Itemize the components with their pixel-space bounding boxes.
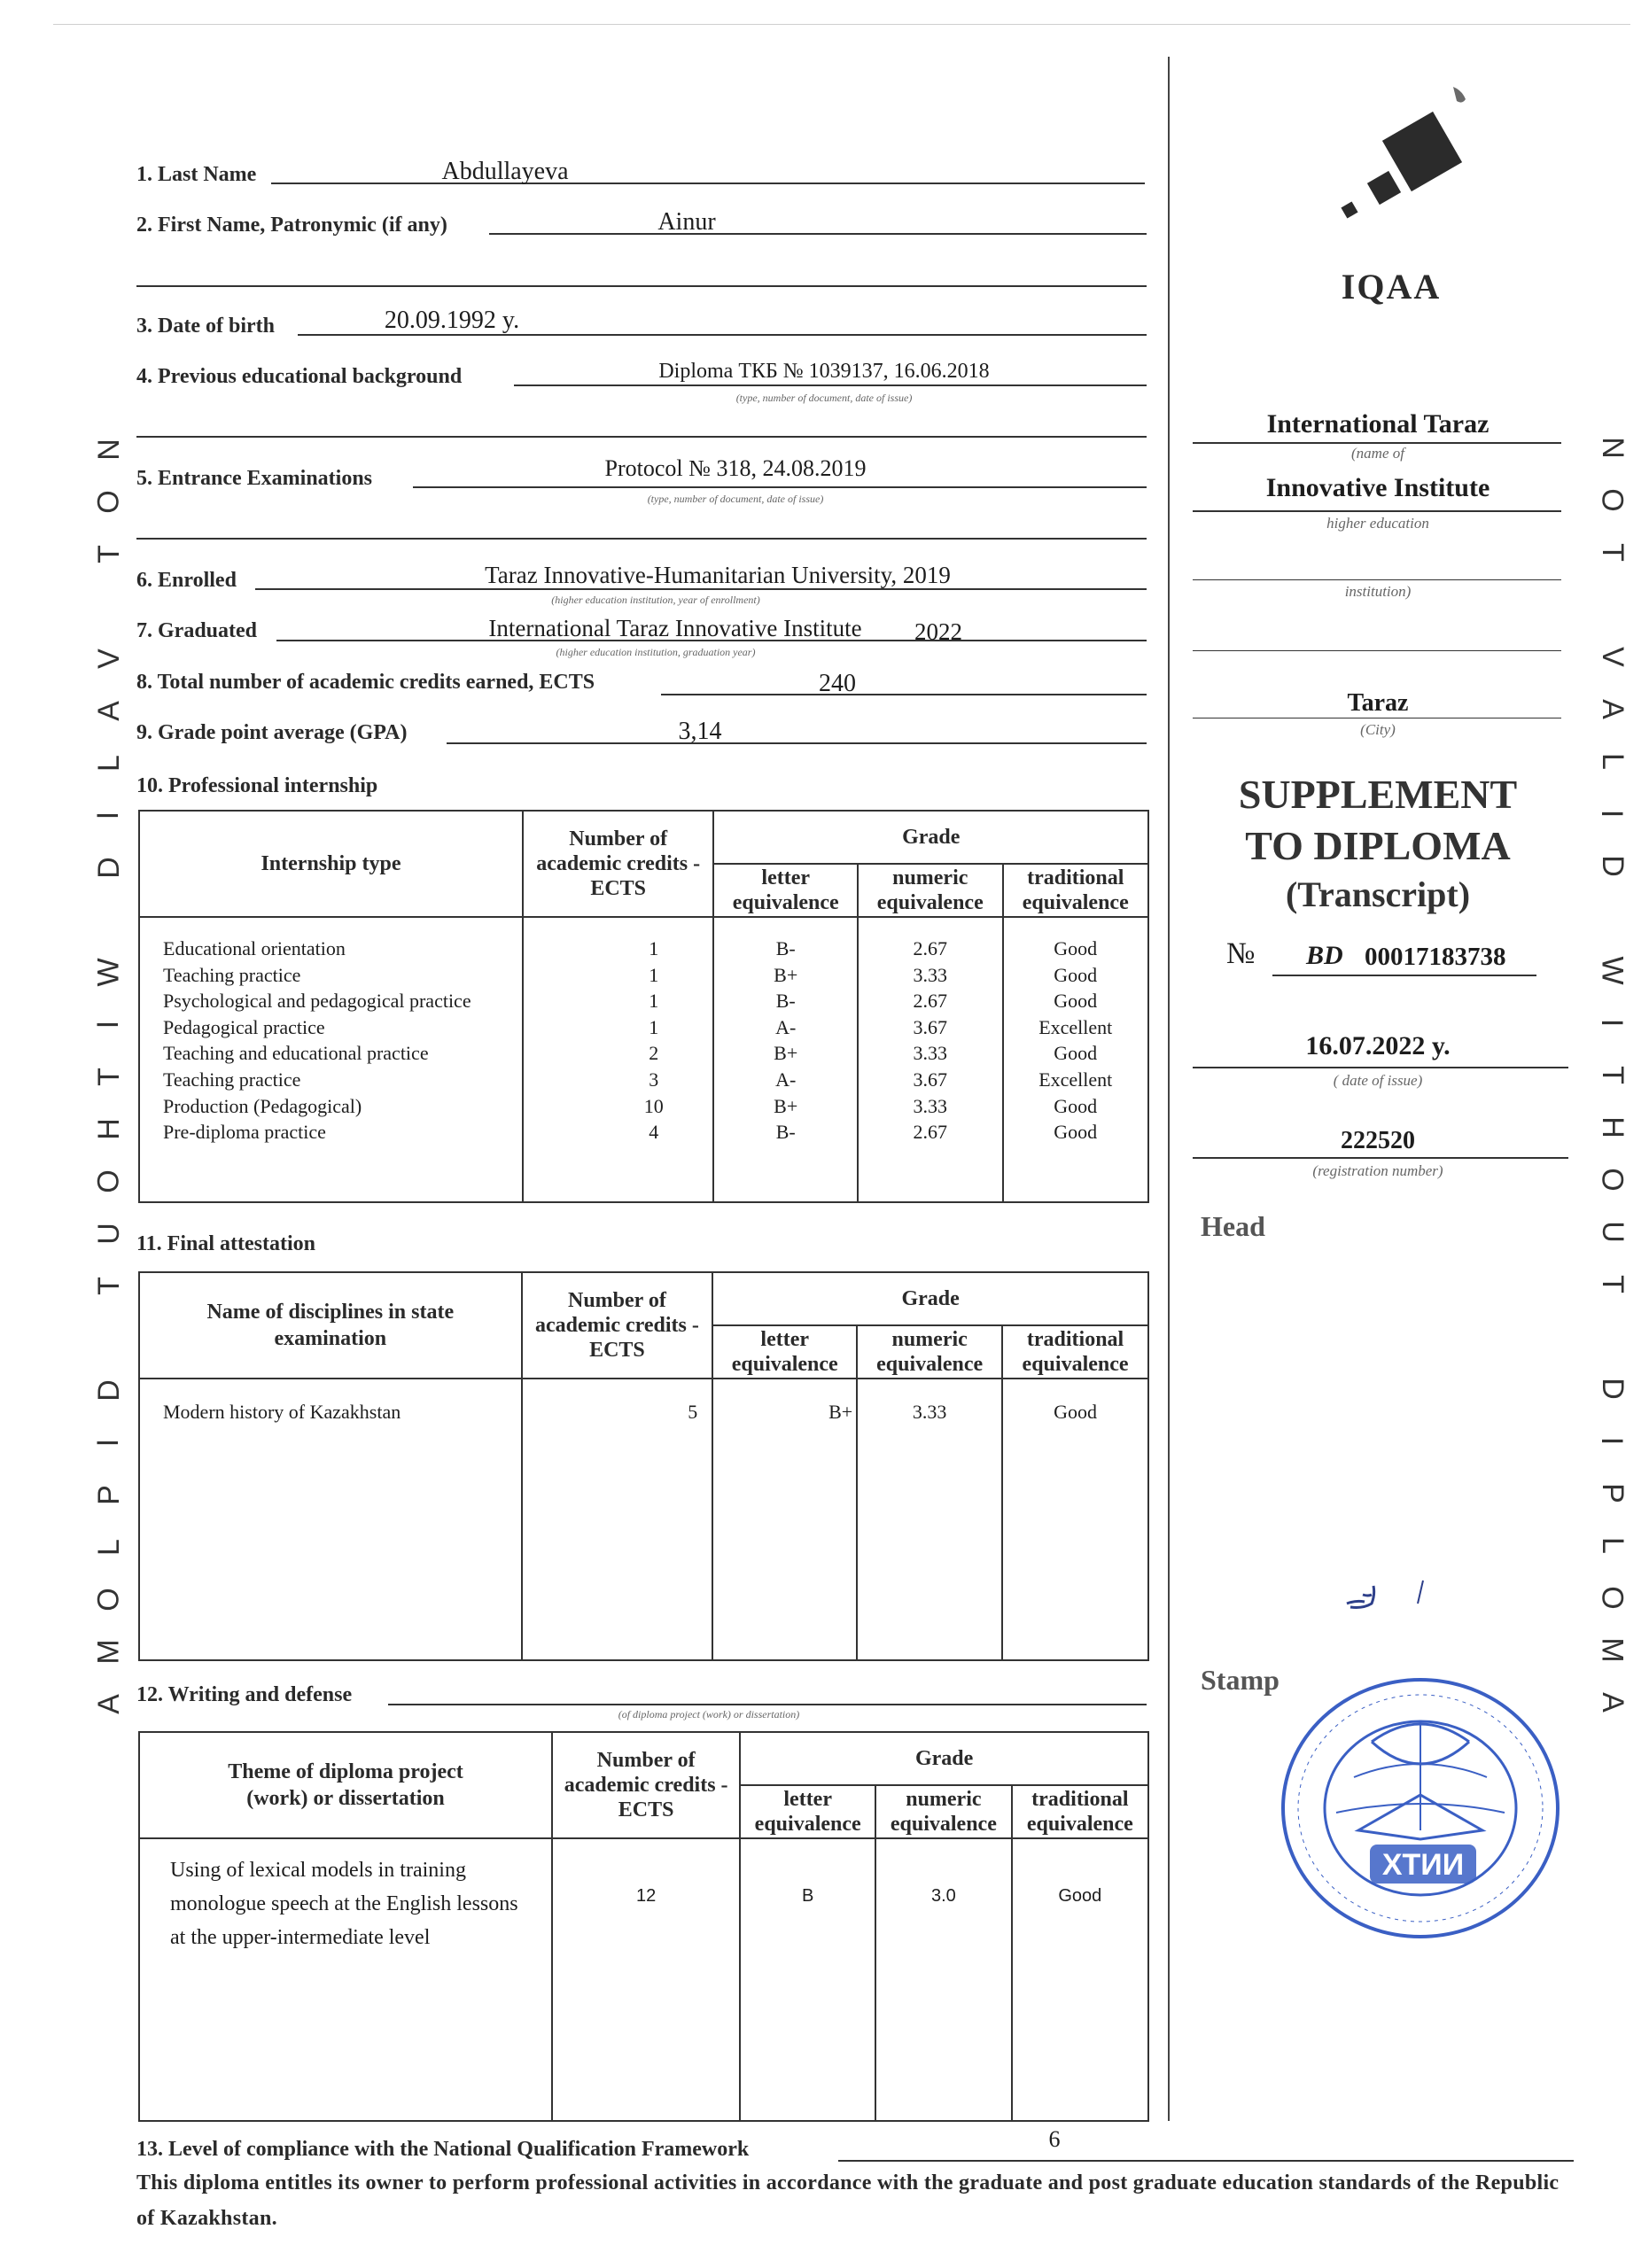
higher-education-caption: higher education <box>1326 515 1429 532</box>
internship-credits-cell: 1 <box>649 1015 659 1038</box>
prev-education-value: Diploma ТКБ № 1039137, 16.06.2018 <box>658 360 990 383</box>
attestation-traditional-cell: Good <box>1054 1401 1097 1423</box>
internship-type-column <box>140 918 522 1146</box>
graduated-caption: (higher education institution, graduation year) <box>556 646 756 658</box>
credits-label: 8. Total number of academic credits earned, ECTS <box>136 671 595 694</box>
internship-letter-cell: B- <box>775 1121 796 1144</box>
side-text-right <box>1590 422 1634 1728</box>
side-text-letter: A <box>1595 699 1630 719</box>
side-text-letter: I <box>1595 1436 1630 1446</box>
credits-value: 240 <box>819 670 856 697</box>
enrolled-label: 6. Enrolled <box>136 569 237 592</box>
side-text-letter: T <box>91 1277 126 1295</box>
side-text-letter <box>82 1334 135 1342</box>
defense-letter-cell: B <box>802 1886 814 1906</box>
defense-credits-header: Number of academic credits - ECTS <box>564 1749 728 1821</box>
defense-theme-header: Theme of diploma project (work) or dissertation <box>228 1760 463 1810</box>
internship-credits-cell: 3 <box>649 1068 659 1091</box>
gpa-value: 3,14 <box>678 718 722 745</box>
side-text-letter: O <box>91 1588 126 1612</box>
diploma-number-underline <box>1272 975 1536 976</box>
internship-letter-cell: B+ <box>774 1094 798 1117</box>
side-text-letter: A <box>91 701 126 721</box>
side-text-letter: A <box>91 1694 126 1714</box>
column-divider <box>1168 57 1170 2121</box>
attestation-letter-header: letter equivalence <box>731 1328 838 1376</box>
side-text-letter: U <box>91 1223 126 1245</box>
diploma-number: 00017183738 <box>1365 943 1506 971</box>
defense-numeric-header: numeric equivalence <box>890 1788 997 1836</box>
internship-numeric-cell: 3.33 <box>913 1042 947 1065</box>
attestation-traditional-header: traditional equivalence <box>1022 1328 1129 1376</box>
prev-education-underline-2 <box>136 436 1147 438</box>
attestation-name-header: Name of disciplines in state examination <box>206 1301 455 1350</box>
internship-numeric-cell: 3.33 <box>913 1094 947 1117</box>
internship-letter-cell: B- <box>775 990 796 1013</box>
registration-number: 222520 <box>1341 1127 1415 1154</box>
dob-value: 20.09.1992 y. <box>384 307 520 334</box>
last-name-label: 1. Last Name <box>136 163 257 186</box>
defense-table <box>138 1731 1149 2122</box>
attestation-grade-header: Grade <box>901 1287 960 1310</box>
entrance-underline-2 <box>136 538 1147 540</box>
internship-numeric-cell: 2.67 <box>913 1121 947 1144</box>
side-text-letter: I <box>91 1438 126 1448</box>
extra-underline <box>136 285 1147 287</box>
institution-underline-1 <box>1193 442 1561 444</box>
side-text-left <box>87 423 131 1730</box>
side-text-letter: I <box>1595 1018 1630 1028</box>
internship-letter-cell: A- <box>775 1068 797 1091</box>
internship-numeric-cell: 2.67 <box>913 937 947 959</box>
internship-numeric-cell: 2.67 <box>913 990 947 1013</box>
side-text-letter <box>82 602 135 610</box>
defense-traditional-cell: Good <box>1058 1886 1102 1906</box>
nqf-statement: This diploma entitles its owner to perform professional activities in accordance with the graduate and post graduate education standards of the Republic of Kazakhstan. <box>136 2171 1560 2230</box>
institution-underline-3 <box>1193 579 1561 580</box>
side-text-letter <box>82 916 135 924</box>
side-text-letter: D <box>91 1379 126 1402</box>
graduated-label: 7. Graduated <box>136 619 258 642</box>
internship-traditional-cell: Good <box>1054 1094 1098 1117</box>
enrolled-value: Taraz Innovative-Humanitarian University, 2019 <box>485 562 951 588</box>
credits-underline <box>661 694 1147 695</box>
side-text-letter: L <box>91 1539 126 1556</box>
attestation-letter-cell: B+ <box>828 1401 853 1423</box>
internship-credits-cell: 1 <box>649 963 659 986</box>
internship-type-cell: Pedagogical practice <box>163 1015 325 1038</box>
side-text-letter: O <box>91 490 126 514</box>
gpa-label: 9. Grade point average (GPA) <box>136 721 408 744</box>
registration-underline <box>1193 1157 1568 1159</box>
side-text-letter: N <box>1595 437 1630 459</box>
internship-letter-cell: B- <box>775 937 796 959</box>
city-value: Taraz <box>1347 689 1409 717</box>
attestation-credits-cell: 5 <box>688 1401 698 1423</box>
defense-credits-cell: 12 <box>636 1886 657 1906</box>
internship-grade-header: Grade <box>902 826 961 849</box>
side-text-letter: M <box>1595 1637 1630 1663</box>
internship-letter-column <box>714 918 857 1146</box>
enrolled-caption: (higher education institution, year of enrollment) <box>551 594 760 606</box>
defense-caption: (of diploma project (work) or dissertation) <box>618 1708 800 1720</box>
side-text-letter: H <box>1595 1116 1630 1138</box>
number-symbol: № <box>1226 937 1256 970</box>
side-text-letter: I <box>91 811 126 820</box>
internship-table <box>138 810 1149 1203</box>
side-text-letter: I <box>1595 809 1630 819</box>
attestation-title: 11. Final attestation <box>136 1232 315 1255</box>
internship-type-cell: Teaching and educational practice <box>163 1042 429 1065</box>
internship-credits-cell: 2 <box>649 1042 659 1065</box>
internship-traditional-cell: Good <box>1054 937 1098 959</box>
side-text-letter: V <box>1595 647 1630 667</box>
table-row <box>139 1838 1148 2121</box>
side-text-letter: L <box>1595 1537 1630 1554</box>
attestation-numeric-cell: 3.33 <box>912 1401 947 1423</box>
supplement-title-3: (Transcript) <box>1285 874 1471 914</box>
internship-credits-cell: 10 <box>643 1094 664 1117</box>
internship-traditional-cell: Good <box>1054 1042 1098 1065</box>
internship-credits-header: Number of academic credits - ECTS <box>536 827 701 900</box>
internship-credits-cell: 4 <box>649 1121 659 1144</box>
internship-credits-column <box>524 918 713 1146</box>
side-text-letter: D <box>1595 855 1630 877</box>
side-text-letter: O <box>1595 488 1630 512</box>
attestation-discipline-cell: Modern history of Kazakhstan <box>163 1401 401 1423</box>
gpa-underline <box>447 742 1147 744</box>
internship-type-cell: Teaching practice <box>163 1068 301 1091</box>
graduated-year: 2022 <box>914 618 962 645</box>
head-label: Head <box>1201 1210 1265 1242</box>
prev-education-underline <box>514 384 1147 386</box>
name-of-caption: (name of <box>1351 445 1404 462</box>
defense-letter-header: letter equivalence <box>754 1788 861 1836</box>
city-caption: (City) <box>1360 721 1396 738</box>
internship-type-cell: Production (Pedagogical) <box>163 1094 362 1117</box>
internship-numeric-cell: 3.33 <box>913 963 947 986</box>
side-text-letter: M <box>91 1639 126 1665</box>
defense-grade-header: Grade <box>914 1747 974 1770</box>
graduated-value: International Taraz Innovative Institute <box>488 615 862 641</box>
first-name-label: 2. First Name, Patronymic (if any) <box>136 214 447 237</box>
supplement-title-1: SUPPLEMENT <box>1238 772 1518 817</box>
side-text-letter: L <box>1595 753 1630 770</box>
internship-traditional-cell: Good <box>1054 1121 1098 1144</box>
internship-traditional-cell: Excellent <box>1038 1068 1113 1091</box>
internship-numeric-header: numeric equivalence <box>876 866 984 914</box>
institution-line-2: Innovative Institute <box>1265 473 1490 502</box>
side-text-letter: W <box>91 958 126 987</box>
side-text-letter: P <box>91 1485 126 1505</box>
internship-traditional-cell: Good <box>1054 990 1098 1013</box>
side-text-letter: O <box>91 1169 126 1193</box>
first-name-value: Ainur <box>657 208 716 236</box>
nqf-label: 13. Level of compliance with the National Qualification Framework <box>136 2138 750 2161</box>
side-text-letter: A <box>1595 1692 1630 1713</box>
entrance-underline <box>413 486 1147 488</box>
attestation-numeric-header: numeric equivalence <box>876 1328 984 1376</box>
table-row <box>139 1379 1148 1660</box>
top-rule <box>53 24 1630 25</box>
internship-numeric-column <box>859 918 1002 1146</box>
signature <box>1338 1568 1435 1621</box>
attestation-table <box>138 1271 1149 1661</box>
side-text-letter: O <box>1595 1168 1630 1192</box>
supplement-title-2: TO DIPLOMA <box>1245 823 1511 868</box>
prev-education-label: 4. Previous educational background <box>136 365 463 388</box>
attestation-credits-header: Number of academic credits - ECTS <box>535 1289 699 1362</box>
internship-letter-cell: B+ <box>774 963 798 986</box>
side-text-letter: L <box>91 755 126 772</box>
internship-type-cell: Psychological and pedagogical practice <box>163 990 471 1013</box>
institution-line-1: International Taraz <box>1266 409 1490 439</box>
nqf-value: 6 <box>1048 2126 1061 2152</box>
side-text-letter: W <box>1595 956 1630 985</box>
entrance-label: 5. Entrance Examinations <box>136 467 373 490</box>
stamp-label: Stamp <box>1201 1664 1280 1696</box>
last-name-value: Abdullayeva <box>441 158 569 185</box>
internship-type-cell: Teaching practice <box>163 963 301 986</box>
institution-caption: institution) <box>1344 583 1412 600</box>
side-text-letter: U <box>1595 1221 1630 1243</box>
internship-traditional-cell: Excellent <box>1038 1015 1113 1038</box>
internship-letter-cell: A- <box>775 1015 797 1038</box>
issue-date: 16.07.2022 y. <box>1305 1031 1451 1060</box>
internship-traditional-cell: Good <box>1054 963 1098 986</box>
internship-letter-cell: B+ <box>774 1042 798 1065</box>
side-text-letter: T <box>91 1068 126 1086</box>
side-text-letter <box>1585 601 1637 609</box>
entrance-caption: (type, number of document, date of issue) <box>647 493 824 505</box>
side-text-letter: H <box>91 1118 126 1140</box>
internship-type-header: Internship type <box>261 852 401 875</box>
side-text-letter: O <box>1595 1586 1630 1610</box>
internship-numeric-cell: 3.67 <box>913 1068 947 1091</box>
entrance-value: Protocol № 318, 24.08.2019 <box>604 455 867 481</box>
internship-credits-cell: 1 <box>649 937 659 959</box>
side-text-letter <box>1585 1332 1637 1340</box>
internship-letter-header: letter equivalence <box>732 866 839 914</box>
internship-title: 10. Professional internship <box>136 774 378 797</box>
issue-date-caption: ( date of issue) <box>1333 1072 1423 1089</box>
stamp-text: ХТИИ <box>1381 1848 1465 1882</box>
issue-date-underline <box>1193 1067 1568 1068</box>
internship-traditional-header: traditional equivalence <box>1022 866 1129 914</box>
side-text-letter: V <box>91 649 126 669</box>
institution-underline-4 <box>1193 650 1561 651</box>
defense-title: 12. Writing and defense <box>136 1683 353 1706</box>
internship-type-cell: Pre-diploma practice <box>163 1121 326 1144</box>
side-text-letter: I <box>91 1020 126 1029</box>
side-text-letter: D <box>91 857 126 879</box>
side-text-letter <box>1585 914 1637 922</box>
iqaa-logo-text: IQAA <box>1341 267 1442 307</box>
side-text-letter: P <box>1595 1483 1630 1503</box>
internship-credits-cell: 1 <box>649 990 659 1013</box>
official-stamp <box>1274 1662 1646 1963</box>
internship-type-cell: Educational orientation <box>163 937 346 959</box>
defense-underline <box>388 1704 1147 1705</box>
nqf-underline <box>838 2160 1574 2162</box>
iqaa-logo <box>1320 71 1497 248</box>
side-text-letter: N <box>91 439 126 461</box>
side-text-letter: T <box>91 545 126 563</box>
registration-caption: (registration number) <box>1312 1162 1443 1179</box>
prev-education-caption: (type, number of document, date of issue) <box>735 392 913 404</box>
side-text-letter: D <box>1595 1378 1630 1400</box>
side-text-letter: T <box>1595 1066 1630 1084</box>
side-text-letter: T <box>1595 543 1630 562</box>
defense-traditional-header: traditional equivalence <box>1026 1788 1133 1836</box>
dob-label: 3. Date of birth <box>136 315 275 338</box>
internship-numeric-cell: 3.67 <box>913 1015 947 1038</box>
institution-underline-2 <box>1193 510 1561 512</box>
diploma-series: BD <box>1306 941 1343 970</box>
defense-numeric-cell: 3.0 <box>930 1886 956 1906</box>
internship-traditional-column <box>1004 918 1148 1146</box>
side-text-letter: T <box>1595 1275 1630 1293</box>
defense-theme-cell: Using of lexical models in training monologue speech at the English lessons at the upper-intermediate level <box>170 1859 518 1949</box>
